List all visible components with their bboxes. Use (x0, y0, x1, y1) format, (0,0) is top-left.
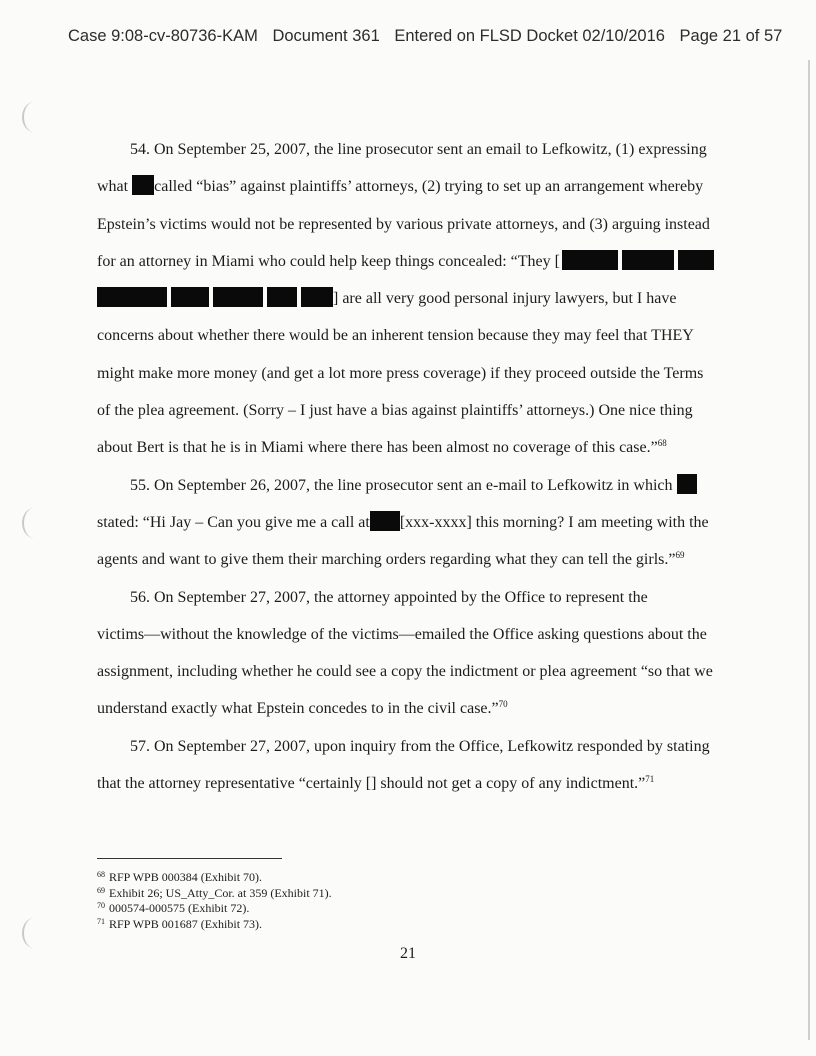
text-line: of the plea agreement. (Sorry – I just have a bias against plaintiffs’ attorneys.) One nice thing (97, 402, 693, 420)
text-line: 57. On September 27, 2007, upon inquiry from the Office, Lefkowitz responded by stating (130, 737, 710, 755)
redaction-block (267, 287, 297, 307)
text-line: concerns about whether there would be an inherent tension because they may feel that THEY (97, 327, 694, 345)
paragraph-55 (97, 467, 719, 579)
footnote-divider (97, 858, 282, 859)
footnote-ref: 70 (498, 699, 508, 710)
text-line: assignment, including whether he could see a copy the indictment or plea agreement “so that we (97, 663, 713, 681)
text-line: 54. On September 25, 2007, the line prosecutor sent an email to Lefkowitz, (1) expressing (130, 141, 707, 158)
text-line: about Bert is that he is in Miami where there has been almost no coverage of this case.” (97, 439, 658, 457)
redaction-block (132, 175, 154, 195)
text-line: [xxx-xxxx] this morning? I am meeting with the (399, 513, 709, 531)
docket-header (68, 27, 792, 46)
punch-hole-mark (22, 102, 46, 132)
redaction-block (622, 250, 674, 270)
text-line: Epstein’s victims would not be represented by various private attorneys, and (3) arguing instead (97, 215, 710, 233)
document-number: Document 361 (272, 27, 380, 45)
footnote: $^{69}$ Exhibit 26; US_Atty_Cor. at 359 (Exhibit 71). (97, 885, 332, 900)
redaction-block (213, 287, 263, 307)
text-line: called “bias” against plaintiffs’ attorneys, (2) trying to set up an arrangement whereby (154, 178, 704, 196)
footnote-ref: 69 (675, 550, 685, 561)
footnote-ref: 71 (645, 774, 655, 785)
case-number: Case 9:08-cv-80736-KAM (68, 27, 258, 45)
text-line: 56. On September 27, 2007, the attorney appointed by the Office to represent the (130, 588, 648, 606)
paragraph-56 (97, 579, 719, 728)
footnotes (97, 870, 332, 932)
page-edge (808, 60, 810, 1040)
page-number: 21 (400, 945, 416, 962)
text-line: understand exactly what Epstein concedes to in the civil case.” (97, 700, 499, 718)
footnote: $^{71}$ RFP WPB 001687 (Exhibit 73). (97, 916, 263, 931)
redaction-block (677, 474, 697, 494)
text-line: agents and want to give them their marching orders regarding what they can tell the girls.” (97, 551, 676, 569)
footnote: $^{70}$ 000574-000575 (Exhibit 72). (97, 901, 250, 915)
footnote: $^{68}$ RFP WPB 000384 (Exhibit 70). (97, 870, 263, 884)
redaction-block (301, 287, 333, 307)
redaction-block (370, 511, 400, 531)
text-line: that the attorney representative “certainly [] should not get a copy of any indictment.” (97, 775, 646, 793)
text-line: ] are all very good personal injury lawyers, but I have (333, 290, 677, 308)
document-body (97, 131, 719, 802)
redaction-block (97, 287, 167, 307)
paragraph-57 (97, 728, 719, 803)
text-line: victims—without the knowledge of the victims—emailed the Office asking questions about the (97, 625, 707, 643)
punch-hole-mark (22, 918, 46, 948)
punch-hole-mark (22, 508, 46, 538)
redaction-block (562, 250, 618, 270)
text-line: stated: “Hi Jay – Can you give me a call at (97, 513, 370, 531)
entered-date: Entered on FLSD Docket 02/10/2016 (394, 27, 665, 45)
redaction-block (678, 250, 714, 270)
text-line: might make more money (and get a lot more press coverage) if they proceed outside the Terms (97, 364, 704, 382)
text-line: 55. On September 26, 2007, the line prosecutor sent an e-mail to Lefkowitz in which (130, 476, 673, 494)
footnote-ref: 68 (657, 438, 667, 449)
text-line: what (97, 178, 129, 196)
redaction-block (171, 287, 209, 307)
text-line: for an attorney in Miami who could help keep things concealed: “They [ (97, 252, 560, 270)
page-of: Page 21 of 57 (679, 27, 783, 45)
paragraph-54 (97, 131, 719, 467)
